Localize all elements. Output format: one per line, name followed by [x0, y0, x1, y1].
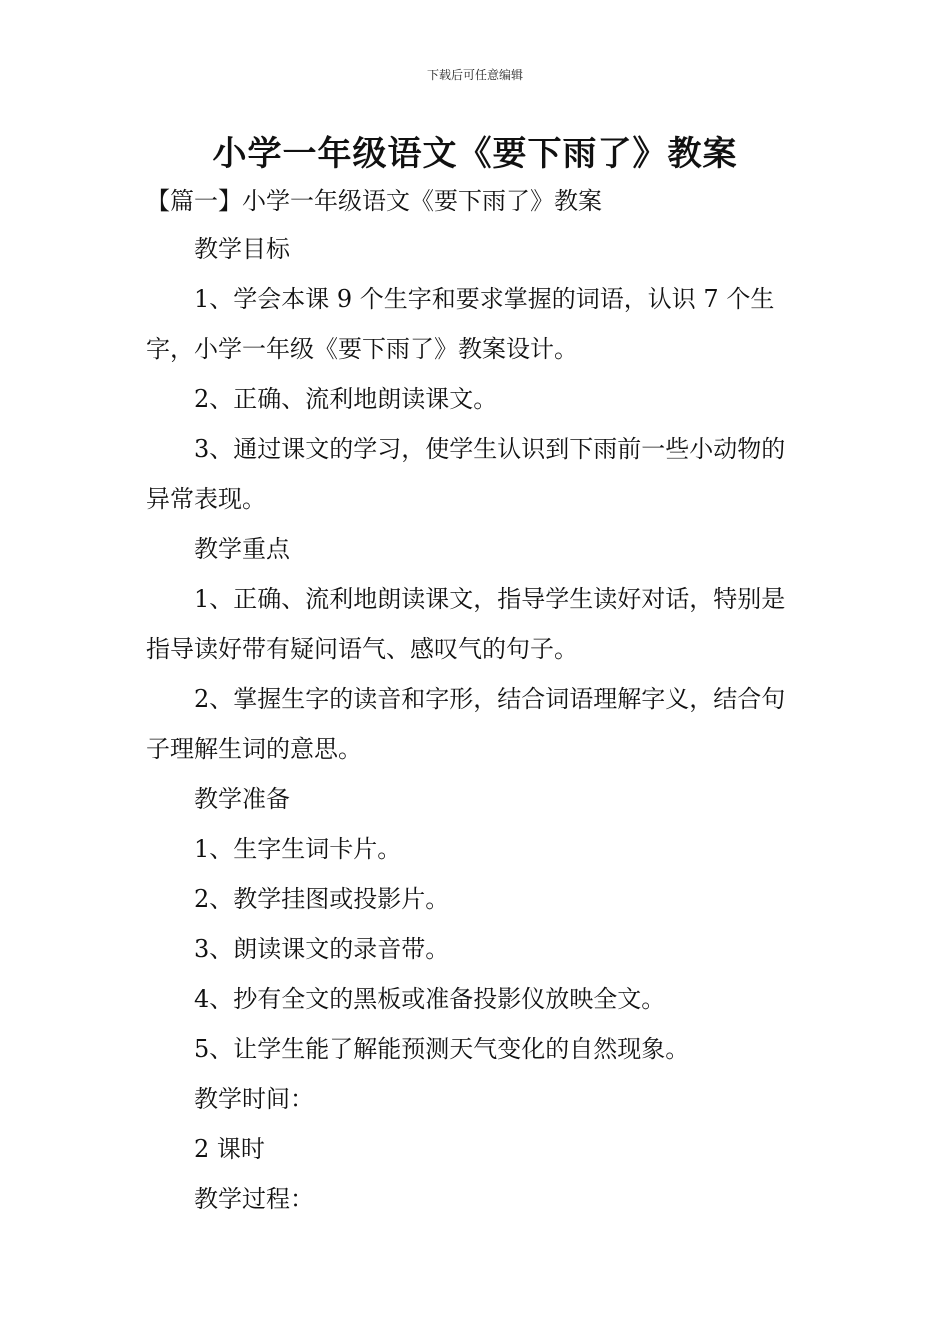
paragraph-time-value: 2 课时 [194, 1135, 265, 1163]
document-title: 小学一年级语文《要下雨了》教案 [212, 134, 738, 174]
paragraph-teaching-goals-heading: 教学目标 [194, 235, 290, 263]
paragraph-goal-3: 3、通过课文的学习，使学生认识到下雨前一些小动物的异常表现。 [146, 435, 786, 513]
paragraph-preparation-1: 1、生字生词卡片。 [194, 835, 402, 863]
paragraph-preparation-3: 3、朗读课文的录音带。 [194, 935, 450, 963]
paragraph-key-point-1: 1、正确、流利地朗读课文，指导学生读好对话，特别是指导读好带有疑问语气、感叹气的句子。 [146, 585, 786, 663]
paragraph-process-heading: 教学过程： [194, 1185, 314, 1213]
header-note: 下载后可任意编辑 [426, 68, 523, 82]
paragraph-preparation-5: 5、让学生能了解能预测天气变化的自然现象。 [194, 1035, 690, 1063]
paragraph-key-point-2: 2、掌握生字的读音和字形，结合词语理解字义，结合句子理解生词的意思。 [146, 685, 786, 763]
paragraph-preparation-heading: 教学准备 [194, 785, 290, 813]
section-heading: 【篇一】小学一年级语文《要下雨了》教案 [146, 187, 602, 215]
paragraph-preparation-4: 4、抄有全文的黑板或准备投影仪放映全文。 [194, 985, 666, 1013]
paragraph-time-heading: 教学时间： [194, 1085, 314, 1113]
paragraph-preparation-2: 2、教学挂图或投影片。 [194, 885, 450, 913]
paragraph-key-points-heading: 教学重点 [194, 535, 290, 563]
paragraph-goal-2: 2、正确、流利地朗读课文。 [194, 385, 498, 413]
paragraph-goal-1: 1、学会本课 9 个生字和要求掌握的词语，认识 7 个生字，小学一年级《要下雨了》教案设计。 [146, 285, 775, 363]
